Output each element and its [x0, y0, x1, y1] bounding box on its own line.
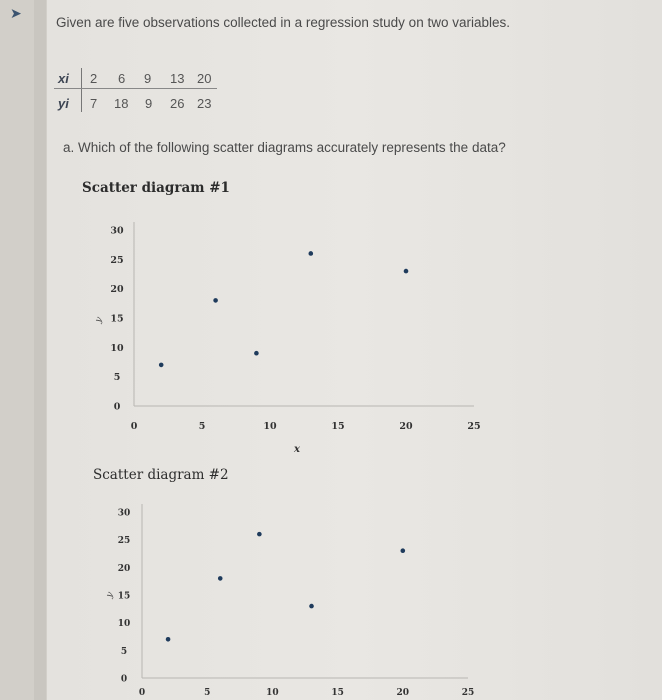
x-tick-label: 10: [266, 688, 279, 698]
data-point: [309, 251, 314, 256]
data-point: [254, 351, 259, 356]
data-point: [404, 269, 409, 274]
table-cell-y: 9: [145, 96, 153, 111]
y-tick-label: 15: [110, 313, 124, 325]
y-tick-label: 0: [120, 674, 128, 685]
x-tick-label: 0: [130, 421, 138, 432]
table-cell-x: 6: [118, 71, 126, 86]
x-axis-label: x: [294, 444, 300, 455]
scatter-diagram-1: [93, 222, 480, 455]
data-point: [218, 576, 223, 581]
y-tick-label: 30: [117, 508, 131, 519]
y-tick-label: 0: [113, 401, 121, 413]
table-cell-y: 23: [197, 96, 212, 111]
y-tick-label: 30: [110, 225, 124, 237]
x-tick-label: 25: [467, 421, 481, 432]
x-tick-label: 25: [461, 688, 475, 698]
y-tick-label: 5: [113, 372, 121, 384]
data-point: [213, 298, 218, 303]
x-tick-label: 5: [198, 421, 206, 432]
y-tick-label: 25: [110, 254, 124, 266]
y-tick-label: 25: [117, 536, 131, 547]
y-tick-label: 20: [117, 563, 131, 574]
data-point: [159, 363, 164, 368]
y-tick-label: 20: [110, 284, 124, 296]
x-tick-label: 15: [331, 688, 344, 698]
table-cell-y: 7: [90, 96, 98, 111]
y-tick-label: 5: [120, 646, 128, 657]
y-tick-label: 10: [110, 342, 124, 354]
x-tick-label: 20: [396, 688, 410, 698]
y-axis-label: y: [104, 590, 116, 600]
x-tick-label: 0: [138, 688, 146, 698]
data-point: [401, 548, 406, 553]
data-point: [166, 637, 171, 642]
x-tick-label: 20: [399, 421, 413, 432]
table-cell-y: 26: [170, 96, 185, 111]
data-point: [257, 532, 262, 537]
table-cell-x: 13: [170, 71, 185, 86]
scatter-diagram-1-title: Scatter diagram #1: [82, 180, 230, 196]
table-x-label: xi: [58, 71, 69, 86]
scatter-diagram-2-title: Scatter diagram #2: [93, 467, 229, 483]
chevron-right-icon[interactable]: ➤: [10, 6, 22, 22]
y-tick-label: 15: [117, 591, 131, 602]
table-cell-x: 20: [197, 71, 212, 86]
table-cell-x: 2: [90, 71, 98, 86]
y-tick-label: 10: [117, 619, 131, 630]
data-point: [309, 604, 314, 609]
question-part-a: a. Which of the following scatter diagrams accurately represents the data?: [63, 140, 506, 155]
question-intro: Given are five observations collected in a regression study on two variables.: [56, 15, 510, 30]
scatter-diagram-2: [104, 504, 474, 698]
x-tick-label: 10: [263, 421, 277, 432]
table-cell-y: 18: [114, 96, 129, 111]
table-y-label: yi: [58, 96, 69, 111]
table-cell-x: 9: [144, 71, 152, 86]
x-tick-label: 15: [331, 421, 345, 432]
x-tick-label: 5: [204, 688, 211, 698]
y-axis-label: y: [93, 315, 105, 325]
